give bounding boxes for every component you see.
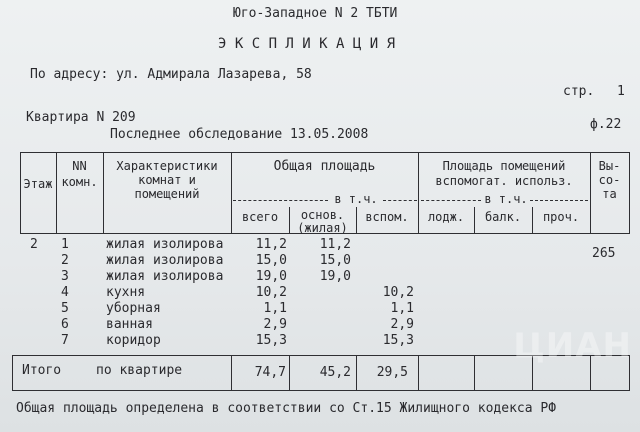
room-number: 4	[61, 285, 69, 300]
height-value: 265	[592, 246, 616, 261]
incl-rule-right	[383, 200, 417, 201]
footer-note: Общая площадь определена в соответствии со Ст.15 Жилищного кодекса РФ	[16, 401, 557, 416]
room-total: 19,0	[255, 269, 287, 284]
form-code: ф.22	[590, 117, 622, 132]
room-aux: 2,9	[390, 317, 414, 332]
totals-divider	[474, 355, 475, 391]
total-by-apartment: по квартире	[96, 363, 183, 378]
room-total: 2,9	[263, 317, 287, 332]
col-header-incl2: в т.ч.	[484, 192, 528, 206]
room-name: жилая изолирова	[106, 253, 224, 268]
col-header-incl: в т.ч.	[334, 192, 378, 206]
col-header-height-2: со-	[598, 173, 621, 187]
incl-rule-left	[233, 200, 328, 201]
col-header-char-2: комнат и	[138, 173, 196, 187]
total-label: Итого	[22, 363, 62, 378]
room-aux: 10,2	[382, 285, 414, 300]
total-main-area: 45,2	[319, 365, 351, 380]
room-name: коридор	[106, 333, 161, 348]
room-aux: 15,3	[382, 333, 414, 348]
col-header-main: основ.	[300, 208, 345, 222]
room-number: 3	[61, 269, 69, 284]
room-total: 15,0	[255, 253, 287, 268]
room-name: жилая изолирова	[106, 269, 224, 284]
col-header-height-1: Вы-	[598, 159, 621, 173]
table-top-border	[20, 152, 630, 153]
incl2-rule-left	[421, 200, 481, 201]
room-main: 11,2	[319, 237, 351, 252]
room-total: 15,3	[255, 333, 287, 348]
col-header-balcony: балк.	[484, 210, 522, 224]
col-header-other: проч.	[542, 210, 580, 224]
room-total: 10,2	[255, 285, 287, 300]
document-title: Э К С П Л И К А Ц И Я	[218, 36, 396, 52]
totals-bottom-border	[12, 390, 630, 391]
col-header-char-3: помещений	[134, 187, 200, 201]
col-header-aux-area-2: вспомогат. использ.	[435, 174, 573, 188]
totals-divider	[418, 355, 419, 391]
room-total: 11,2	[255, 237, 287, 252]
incl2-rule-right	[530, 200, 588, 201]
col-header-height-3: та	[602, 187, 617, 201]
room-number: 2	[61, 253, 69, 268]
floor-value: 2	[30, 237, 38, 252]
room-aux: 1,1	[390, 301, 414, 316]
address-line: По адресу: ул. Адмирала Лазарева, 58	[30, 67, 312, 82]
room-number: 1	[61, 237, 69, 252]
col-header-main-sub: (жилая)	[297, 221, 348, 235]
page-label: стр.	[563, 84, 595, 99]
col-header-total: всего	[241, 210, 279, 224]
col-header-floor: Этаж	[23, 177, 53, 191]
room-number: 7	[61, 333, 69, 348]
col-header-total-area: Общая площадь	[273, 159, 376, 174]
org-name: Юго-Западное N 2 ТБТИ	[233, 6, 398, 21]
total-area: 74,7	[254, 365, 286, 380]
totals-left-border	[12, 355, 13, 391]
room-number: 5	[61, 301, 69, 316]
col-header-kom: комн.	[61, 175, 98, 189]
col-header-nn: NN	[72, 159, 87, 173]
room-name: уборная	[106, 301, 161, 316]
page-number: 1	[617, 84, 625, 99]
last-survey: Последнее обследование 13.05.2008	[110, 127, 369, 142]
room-total: 1,1	[263, 301, 287, 316]
watermark: ЦИАН	[513, 326, 632, 366]
col-header-aux-area-1: Площадь помещений	[442, 159, 566, 173]
apartment-number: Квартира N 209	[26, 110, 136, 125]
room-number: 6	[61, 317, 69, 332]
col-header-char-1: Характеристики	[116, 159, 218, 173]
table-left-border	[20, 152, 21, 234]
total-aux-area: 29,5	[376, 365, 408, 380]
room-name: жилая изолирова	[106, 237, 224, 252]
room-name: кухня	[106, 285, 146, 300]
col-header-loggia: лодж.	[427, 210, 465, 224]
room-name: ванная	[106, 317, 153, 332]
col-header-aux: вспом.	[365, 210, 409, 224]
room-main: 19,0	[319, 269, 351, 284]
room-main: 15,0	[319, 253, 351, 268]
table-right-border	[629, 152, 630, 234]
